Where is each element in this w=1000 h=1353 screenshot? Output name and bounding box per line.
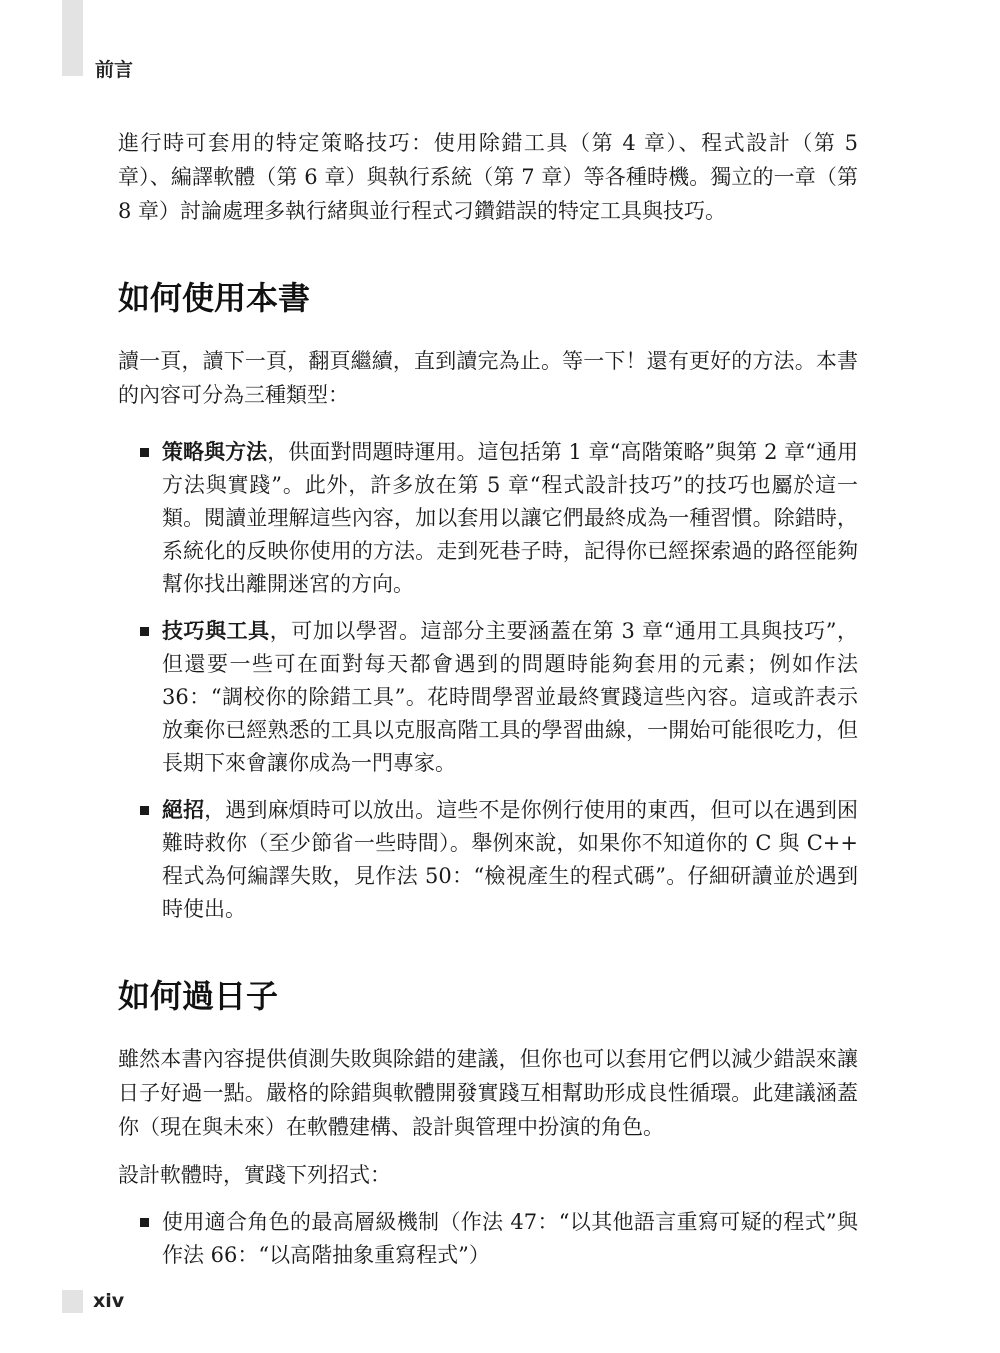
square-bullet-icon	[140, 448, 149, 457]
design-lead-paragraph: 設計軟體時，實踐下列招式：	[118, 1163, 391, 1187]
list-item	[118, 1206, 858, 1272]
bullet-term: 絕招	[162, 798, 205, 822]
running-header: 前言	[95, 59, 134, 81]
page-body	[118, 126, 858, 1272]
page-edge-tab-top	[62, 0, 83, 76]
section-how-to-use-paragraph: 讀一頁，讀下一頁，翻頁繼續，直到讀完為止。等一下！還有更好的方法。本書的內容可分為三種類型：	[118, 349, 858, 407]
intro-paragraph: 進行時可套用的特定策略技巧：使用除錯工具（第 4 章）、程式設計（第 5 章）、編譯軟體（第 6 章）與執行系統（第 7 章）等各種時機。獨立的一章（第 8 章）討論處理多執行緒與並行程式刁鑽錯誤的特定工具與技巧。	[118, 131, 858, 223]
list-item	[118, 436, 858, 601]
bullet-text: ，遇到麻煩時可以放出。這些不是你例行使用的東西，但可以在遇到困難時救你（至少節省一些時間）。舉例來說，如果你不知道你的 C 與 C++ 程式為何編譯失敗，見作法 50：“檢視產生的程式碼”。仔細研讀並於遇到時使出。	[162, 798, 858, 921]
bullet-text: ，供面對問題時運用。這包括第 1 章“高階策略”與第 2 章“通用方法與實踐”。此外，許多放在第 5 章“程式設計技巧”的技巧也屬於這一類。閱讀並理解這些內容，加以套用以讓它們最終成為一種習慣。除錯時，系統化的反映你使用的方法。走到死巷子時，記得你已經探索過的路徑能夠幫你找出離開迷宮的方向。	[162, 440, 858, 596]
section-heading-how-to-live: 如何過日子	[118, 977, 279, 1015]
content-types-list	[118, 436, 858, 926]
page-number: xiv	[93, 1290, 125, 1312]
bullet-text: 使用適合角色的最高層級機制（作法 47：“以其他語言重寫可疑的程式”與作法 66：“以高階抽象重寫程式”）	[162, 1210, 858, 1267]
design-practices-list	[118, 1206, 858, 1272]
bullet-term: 技巧與工具	[162, 619, 270, 643]
bullet-term: 策略與方法	[162, 440, 268, 464]
section-heading-how-to-use: 如何使用本書	[118, 279, 311, 317]
section-how-to-live-paragraph: 雖然本書內容提供偵測失敗與除錯的建議，但你也可以套用它們以減少錯誤來讓日子好過一點。嚴格的除錯與軟體開發實踐互相幫助形成良性循環。此建議涵蓋你（現在與未來）在軟體建構、設計與管理中扮演的角色。	[118, 1047, 858, 1139]
bullet-text: ，可加以學習。這部分主要涵蓋在第 3 章“通用工具與技巧”，但還要一些可在面對每天都會遇到的問題時能夠套用的元素；例如作法 36：“調校你的除錯工具”。花時間學習並最終實踐這些內容。這或許表示放棄你已經熟悉的工具以克服高階工具的學習曲線，一開始可能很吃力，但長期下來會讓你成為一門專家。	[162, 619, 858, 775]
list-item	[118, 794, 858, 926]
square-bullet-icon	[140, 806, 149, 815]
list-item	[118, 615, 858, 780]
square-bullet-icon	[140, 627, 149, 636]
page-edge-tab-bottom	[62, 1290, 83, 1313]
square-bullet-icon	[140, 1218, 149, 1227]
